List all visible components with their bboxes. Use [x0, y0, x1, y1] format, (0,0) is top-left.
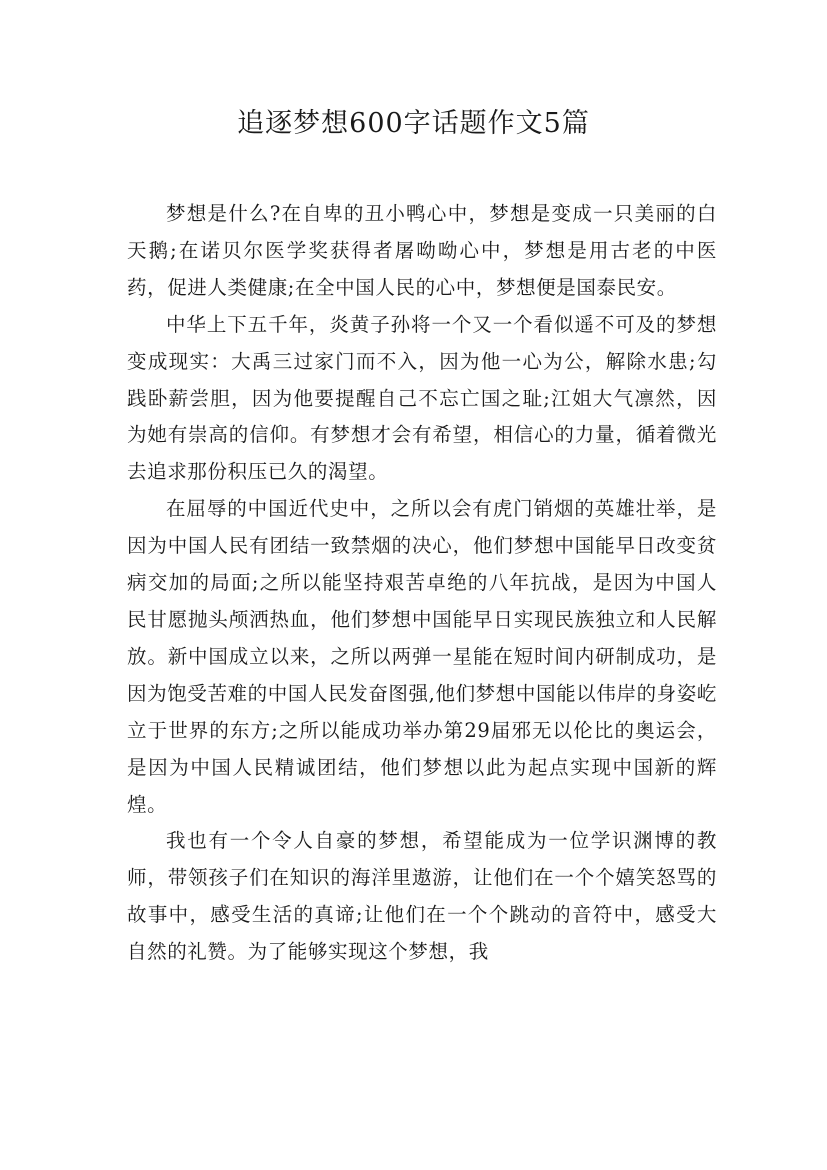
- document-title: 追逐梦想600字话题作文5篇: [237, 108, 590, 139]
- paragraph-2: 中华上下五千年，炎黄子孙将一个又一个看似遥不可及的梦想变成现实：大禹三过家门而不入，因为他一心为公，解除水患;勾践卧薪尝胆，因为他要提醒自己不忘亡国之耻;江姐大气凛然，因为她有崇高的信仰。有梦想才会有希望，相信心的力量，循着微光去追求那份积压已久的渴望。: [127, 312, 717, 484]
- paragraph-4: 我也有一个令人自豪的梦想，希望能成为一位学识渊博的教师，带领孩子们在知识的海洋里遨游，让他们在一个个嬉笑怒骂的故事中，感受生活的真谛;让他们在一个个跳动的音符中，感受大自然的礼赞。为了能够实现这个梦想，我: [127, 829, 717, 964]
- paragraph-1: 梦想是什么?在自卑的丑小鸭心中，梦想是变成一只美丽的白天鹅;在诺贝尔医学奖获得者屠呦呦心中，梦想是用古老的中医药，促进人类健康;在全中国人民的心中，梦想便是国泰民安。: [127, 202, 717, 299]
- document-body: [127, 196, 717, 971]
- paragraph-3: 在屈辱的中国近代史中，之所以会有虎门销烟的英雄壮举，是因为中国人民有团结一致禁烟的决心，他们梦想中国能早日改变贫病交加的局面;之所以能坚持艰苦卓绝的八年抗战，是因为中国人民甘愿抛头颅洒热血，他们梦想中国能早日实现民族独立和人民解放。新中国成立以来，之所以两弹一星能在短时间内研制成功，是因为饱受苦难的中国人民发奋图强,他们梦想中国能以伟岸的身姿屹立于世界的东方;之所以能成功举办第29届邪无以伦比的奥运会，是因为中国人民精诚团结，他们梦想以此为起点实现中国新的辉煌。: [127, 497, 717, 816]
